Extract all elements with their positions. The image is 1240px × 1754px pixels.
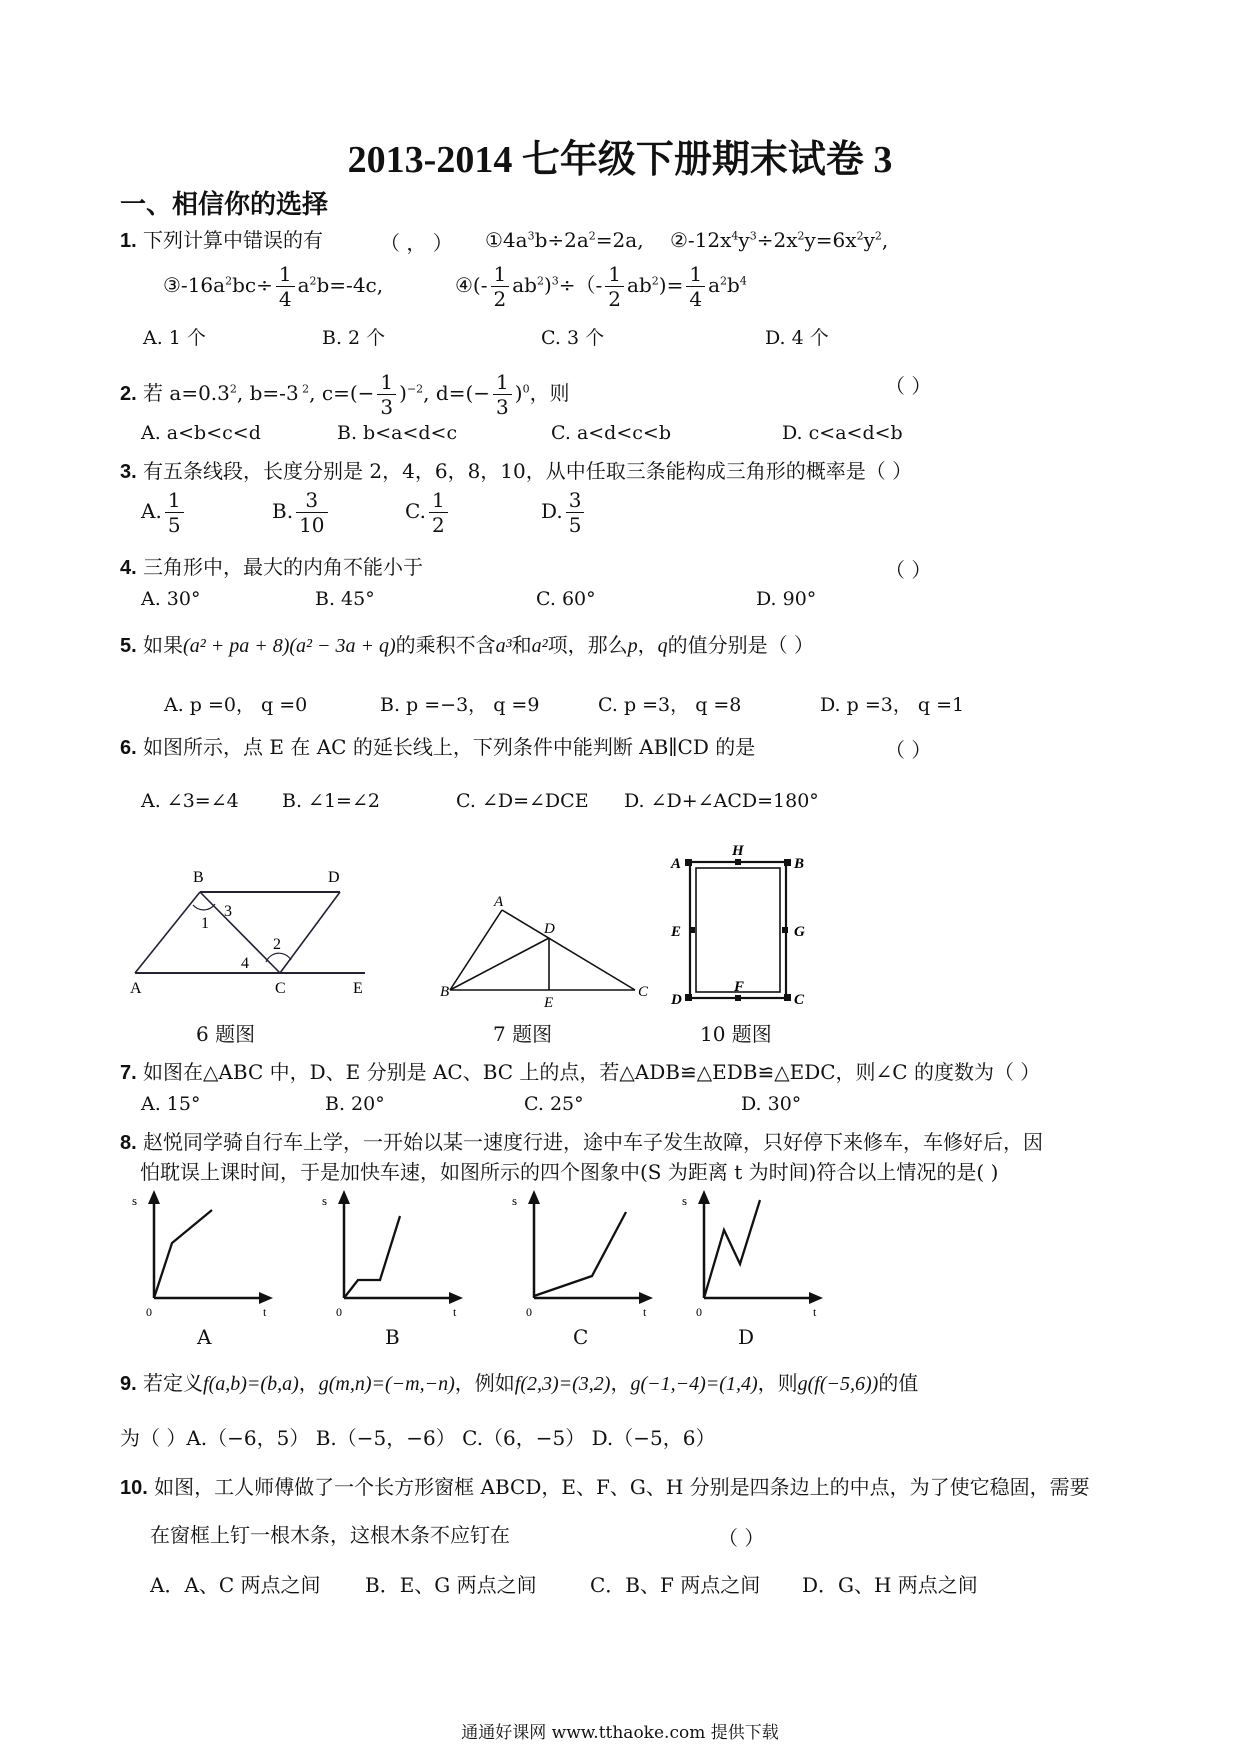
origin-label: 0 — [526, 1305, 532, 1319]
graph-c — [508, 1190, 653, 1320]
option-c: C. ∠D=∠DCE — [456, 790, 589, 812]
option-a: A. $\frac{1}{5}$ — [141, 488, 187, 537]
label-d: D — [544, 921, 555, 937]
option-d: D. p =3， q =1 — [820, 694, 965, 716]
figure-10-caption: 10 题图 — [700, 1022, 772, 1046]
label-c: C — [638, 984, 649, 1000]
question-8-line-1: 8. 赵悦同学骑自行车上学，一开始以某一速度行进，途中车子发生故障，只好停下来修车，车修好后，因 — [120, 1130, 1044, 1154]
figure-6-parallelogram — [125, 860, 375, 1000]
option-c: C．B、F 两点之间 — [590, 1573, 761, 1597]
graph-a — [128, 1190, 273, 1320]
graph-b — [318, 1190, 463, 1320]
option-a: A. 15° — [141, 1093, 201, 1115]
option-b: B. p =−3， q =9 — [380, 694, 540, 716]
q1-item-3: $③-16a^2bc\div$ $\frac{1}{4}$ $a^2b=-4c$, — [163, 262, 384, 311]
label-c: C — [794, 992, 805, 1008]
answer-paren: （ ） — [718, 1526, 765, 1550]
label-f: F — [734, 979, 745, 995]
question-2-stem: 2. 若 $a=0.3^2$, b=-3 $^2$, c=(− $\frac{1}{3}$ )$^{-2}$, d=(− $\frac{1}{3}$ )$^0$，则 — [120, 370, 570, 419]
question-9-line-1: 9. 若定义f(a,b)=(b,a)，g(m,n)=(−m,−n)，例如f(2,3)=(3,2)，g(−1,−4)=(1,4)，则g(f(−5,6))的值 — [120, 1371, 919, 1395]
option-b: B. 20° — [325, 1093, 385, 1115]
label-b: B — [794, 856, 805, 872]
axis-label-s: s — [512, 1193, 518, 1208]
question-3-stem: 3. 有五条线段，长度分别是 2，4，6，8，10，从中任取三条能构成三角形的概率是（ ） — [120, 459, 913, 483]
axis-label-s: s — [322, 1193, 328, 1208]
answer-paren: （ ） — [885, 558, 932, 582]
graph-d — [678, 1190, 823, 1320]
question-5-stem: 5. 如果(a² + pa + 8)(a² − 3a + q)的乘积不含a³和a²项，那么p，q的值分别是（ ） — [120, 633, 815, 657]
origin-label: 0 — [146, 1305, 152, 1319]
question-10-line-1: 10. 如图，工人师傅做了一个长方形窗框 ABCD，E、F、G、H 分别是四条边上的中点，为了使它稳固，需要 — [120, 1475, 1090, 1499]
option-d: D. 4 个 — [765, 327, 829, 349]
figure-7-caption: 7 题图 — [493, 1022, 553, 1046]
origin-label: 0 — [696, 1305, 702, 1319]
figure-10-window-frame — [665, 838, 815, 1010]
option-c: C. p =3， q =8 — [598, 694, 742, 716]
question-4-stem: 4. 三角形中，最大的内角不能小于 — [120, 555, 424, 579]
label-h: H — [732, 843, 744, 859]
q1-item-4: ④(- $\frac{1}{2}$ $ab^2)^3\div(-$ $\frac{1}{2}$ $ab^2)=$ $\frac{1}{4}$ $a^2b^4$ — [455, 262, 747, 311]
label-a: A — [130, 980, 142, 997]
graph-a-label: A — [197, 1325, 212, 1349]
option-c: C. 3 个 — [541, 327, 605, 349]
question-1-stem — [120, 227, 323, 254]
option-d: D. ∠D+∠ACD=180° — [624, 790, 819, 812]
origin-label: 0 — [336, 1305, 342, 1319]
option-b: B. 2 个 — [322, 327, 386, 349]
axis-label-t: t — [453, 1305, 457, 1319]
option-c: C. $\frac{1}{2}$ — [405, 488, 451, 537]
option-d: D．G、H 两点之间 — [802, 1573, 978, 1597]
figure-7-triangle — [440, 895, 660, 1010]
answer-paren: （ ） — [885, 738, 932, 762]
figure-6-caption: 6 题图 — [196, 1022, 256, 1046]
label-a: A — [671, 856, 682, 872]
q1-item-2: $②-12x^4y^3\div 2x^2y=6x^2y^2$, — [670, 228, 889, 252]
option-c: C. 25° — [524, 1093, 584, 1115]
graph-c-label: C — [573, 1325, 589, 1349]
label-e: E — [544, 995, 554, 1010]
angle-1: 1 — [201, 915, 209, 932]
question-number: 1. — [120, 230, 137, 252]
axis-label-s: s — [132, 1193, 138, 1208]
option-a: A．A、C 两点之间 — [150, 1573, 321, 1597]
label-a: A — [494, 895, 504, 910]
question-7-stem: 7. 如图在△ABC 中，D、E 分别是 AC、BC 上的点，若△ADB≌△EDB≌△EDC，则∠C 的度数为（ ） — [120, 1060, 1041, 1084]
option-c: C. a<d<c<b — [551, 422, 671, 444]
label-e: E — [353, 980, 363, 997]
option-a: A. ∠3=∠4 — [141, 790, 239, 812]
option-a: A. a<b<c<d — [141, 422, 261, 444]
question-text: 下列计算中错误的有 — [143, 228, 324, 252]
axis-label-t: t — [813, 1305, 817, 1319]
label-d: D — [328, 869, 340, 886]
label-g: G — [794, 924, 805, 940]
section-heading: 一、相信你的选择 — [120, 190, 329, 220]
label-d: D — [671, 992, 682, 1008]
question-9-line-2: 为（ ）A.（−6，5） B.（−5，−6） C.（6，−5） D.（−5，6） — [120, 1426, 716, 1450]
question-6-stem: 6. 如图所示，点 E 在 AC 的延长线上，下列条件中能判断 AB∥CD 的是 — [120, 735, 756, 759]
label-b: B — [440, 984, 450, 1000]
q1-item-1: $①4a^3b\div 2a^2=2a$, — [485, 228, 644, 252]
axis-label-t: t — [263, 1305, 267, 1319]
answer-paren: （ ， ） — [380, 231, 453, 255]
label-b: B — [193, 869, 204, 886]
option-d: D. 90° — [756, 588, 817, 610]
answer-paren: （ ） — [885, 374, 932, 398]
option-d: D. 30° — [741, 1093, 802, 1115]
question-10-line-2: 在窗框上钉一根木条，这根木条不应钉在 — [150, 1523, 510, 1547]
angle-3: 3 — [224, 903, 232, 920]
footer-source: 通通好课网 www.tthaoke.com 提供下载 — [461, 1723, 779, 1743]
graph-b-label: B — [385, 1325, 400, 1349]
option-d: D. c<a<d<b — [782, 422, 903, 444]
option-a: A. p =0， q =0 — [164, 694, 308, 716]
graph-d-label: D — [738, 1325, 755, 1349]
axis-label-s: s — [682, 1193, 688, 1208]
option-a: A. 30° — [141, 588, 201, 610]
option-b: B. 45° — [315, 588, 375, 610]
option-b: B．E、G 两点之间 — [365, 1573, 537, 1597]
axis-label-t: t — [643, 1305, 647, 1319]
option-b: B. $\frac{3}{10}$ — [272, 488, 331, 537]
option-d: D. $\frac{3}{5}$ — [541, 488, 587, 537]
question-8-line-2: 怕耽误上课时间，于是加快车速，如图所示的四个图象中(S 为距离 t 为时间)符合以上情况的是( ) — [140, 1160, 999, 1184]
page-title: 2013-2014 七年级下册期末试卷 3 — [347, 139, 893, 181]
label-e: E — [671, 924, 682, 940]
option-c: C. 60° — [536, 588, 596, 610]
option-b: B. ∠1=∠2 — [282, 790, 380, 812]
option-b: B. b<a<d<c — [337, 422, 458, 444]
label-c: C — [275, 980, 286, 997]
angle-4: 4 — [241, 955, 249, 972]
angle-2: 2 — [273, 936, 281, 953]
option-a: A. 1 个 — [143, 327, 206, 349]
